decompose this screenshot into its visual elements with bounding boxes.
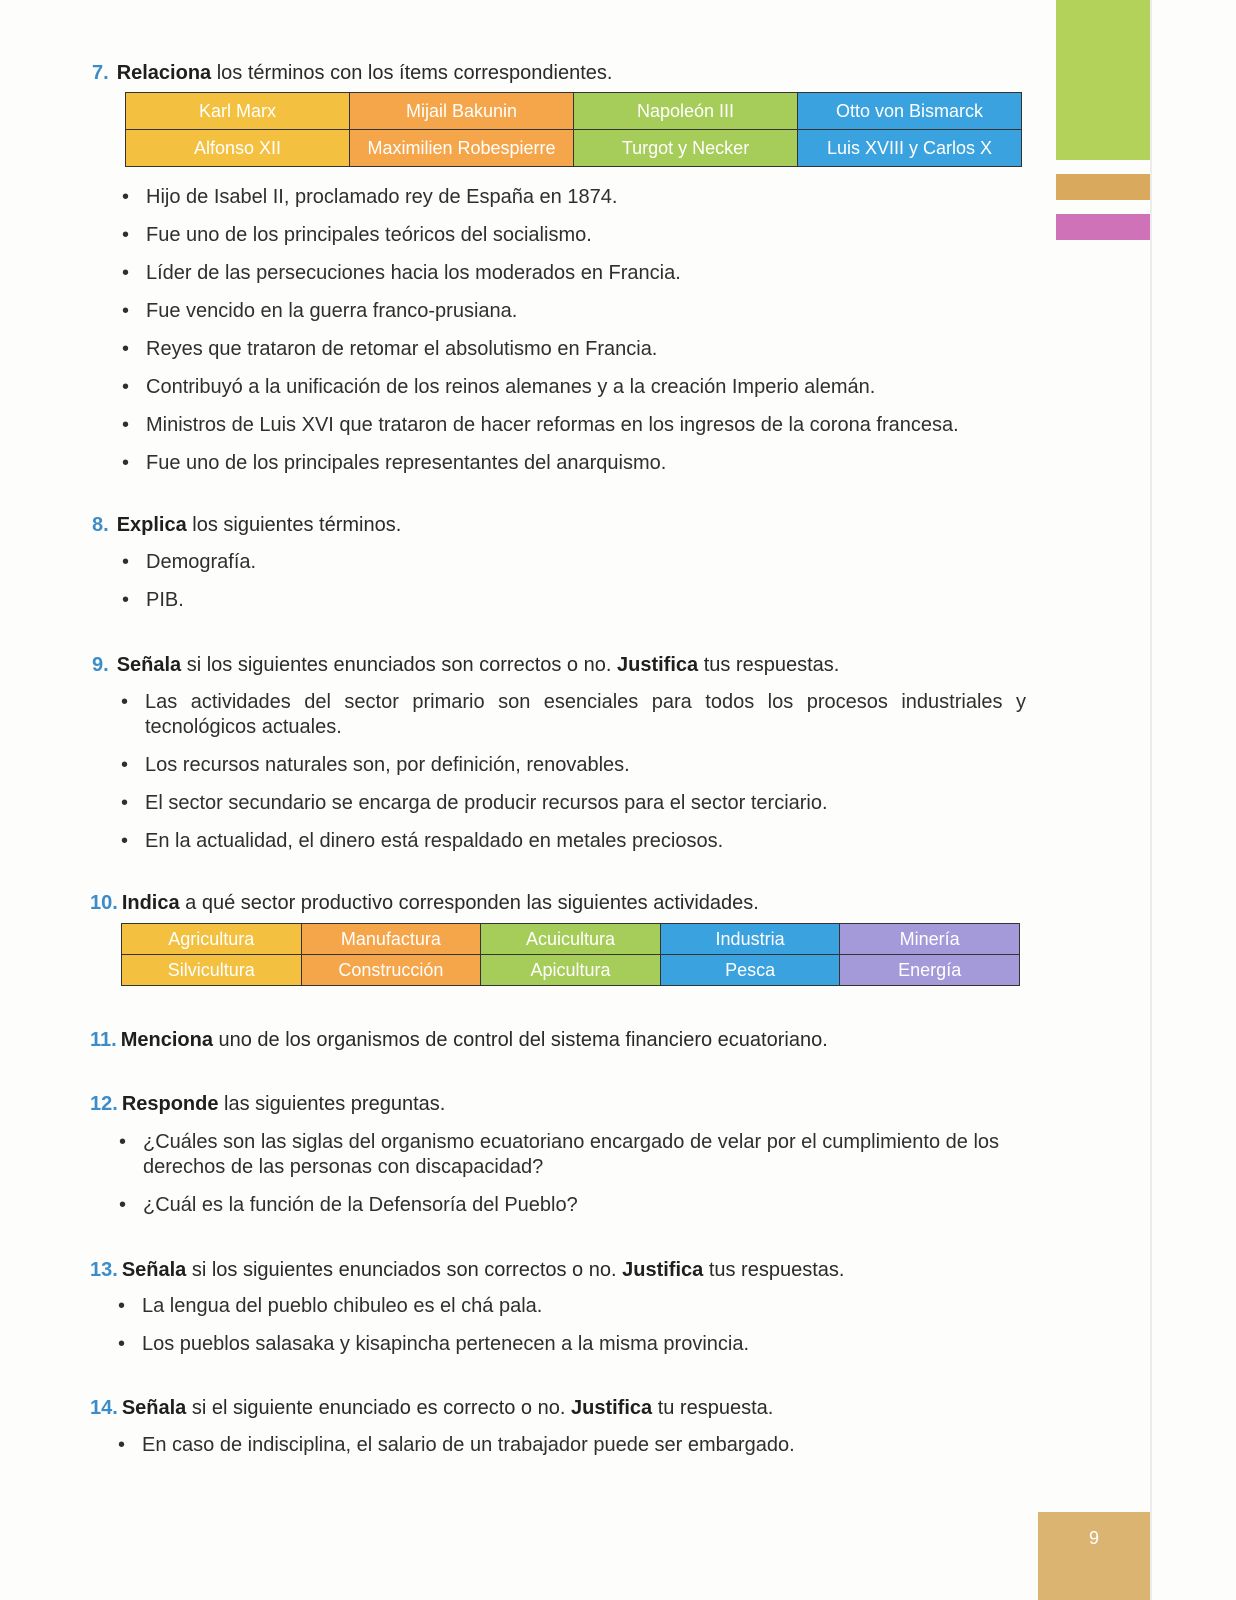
q7-number: 7.	[92, 62, 109, 84]
q10-instruction: a qué sector productivo corresponden las siguientes actividades.	[179, 892, 759, 914]
q12-instruction: las siguientes preguntas.	[218, 1093, 446, 1115]
q11-number: 11.	[90, 1029, 117, 1051]
q12-number: 12.	[90, 1093, 118, 1115]
q14-number: 14.	[90, 1397, 118, 1419]
q14-heading	[90, 1395, 773, 1421]
q11-instruction: uno de los organismos de control del sistema financiero ecuatoriano.	[212, 1029, 828, 1051]
q8-instruction: los siguientes términos.	[186, 514, 402, 536]
list-item: • Ministros de Luis XVI que trataron de hacer reformas en los ingresos de la corona francesa.	[122, 413, 1032, 438]
side-tab-orange	[1056, 174, 1150, 200]
activity-cell: Agricultura	[122, 924, 302, 955]
q12-verb: Responde	[121, 1093, 219, 1115]
q14-items	[118, 1433, 1023, 1471]
q9-verb2: Justifica	[616, 654, 699, 676]
table-row	[126, 130, 1022, 167]
q14-instruction2: tu respuesta.	[652, 1397, 774, 1419]
activity-cell: Manufactura	[301, 924, 481, 955]
activity-cell: Acuicultura	[481, 924, 661, 955]
q11-heading	[90, 1027, 828, 1053]
table-row	[126, 93, 1022, 130]
q10-number: 10.	[90, 892, 118, 914]
list-item: • Fue uno de los principales teóricos del socialismo.	[122, 223, 1032, 248]
q9-items	[121, 690, 1026, 867]
q7-instruction: los términos con los ítems correspondientes.	[211, 62, 613, 84]
q13-heading	[90, 1257, 844, 1283]
q7-heading	[92, 60, 612, 86]
list-item: • La lengua del pueblo chibuleo es el chá pala.	[118, 1294, 1023, 1319]
list-item: • En la actualidad, el dinero está respaldado en metales preciosos.	[121, 829, 1026, 854]
q13-instruction2: tus respuestas.	[703, 1259, 845, 1281]
activity-cell: Industria	[660, 924, 840, 955]
list-item: • El sector secundario se encarga de producir recursos para el sector terciario.	[121, 791, 1026, 816]
table-row	[122, 924, 1020, 955]
q8-items	[122, 550, 1022, 626]
q8-number: 8.	[92, 514, 109, 536]
page-edge	[1150, 0, 1152, 1600]
activity-cell: Silvicultura	[122, 955, 302, 986]
table-row	[122, 955, 1020, 986]
list-item: • ¿Cuáles son las siglas del organismo ecuatoriano encargado de velar por el cumplimiento de los derechos de las personas con discapacidad?	[119, 1130, 1024, 1180]
activity-cell: Pesca	[660, 955, 840, 986]
q10-heading	[90, 890, 759, 916]
term-cell: Alfonso XII	[126, 130, 350, 167]
q7-items	[122, 185, 1032, 489]
term-cell: Napoleón III	[574, 93, 798, 130]
list-item: • Fue vencido en la guerra franco-prusiana.	[122, 299, 1032, 324]
list-item: • Demografía.	[122, 550, 1022, 575]
list-item: • Los recursos naturales son, por definición, renovables.	[121, 753, 1026, 778]
q7-terms-table	[125, 92, 1022, 167]
list-item: • Reyes que trataron de retomar el absolutismo en Francia.	[122, 337, 1032, 362]
q14-instruction: si el siguiente enunciado es correcto o no.	[186, 1397, 571, 1419]
list-item: • Hijo de Isabel II, proclamado rey de España en 1874.	[122, 185, 1032, 210]
q8-heading	[92, 512, 401, 538]
term-cell: Karl Marx	[126, 93, 350, 130]
list-item: • Las actividades del sector primario son esenciales para todos los procesos industriales y tecnológicos actuales.	[121, 690, 1026, 740]
term-cell: Otto von Bismarck	[798, 93, 1022, 130]
list-item: • PIB.	[122, 588, 1022, 613]
term-cell: Maximilien Robespierre	[350, 130, 574, 167]
activity-cell: Apicultura	[481, 955, 661, 986]
list-item: • ¿Cuál es la función de la Defensoría del Pueblo?	[119, 1193, 1024, 1218]
q9-instruction: si los siguientes enunciados son correctos o no.	[181, 654, 617, 676]
list-item: • Los pueblos salasaka y kisapincha pertenecen a la misma provincia.	[118, 1332, 1023, 1357]
q9-verb: Señala	[116, 654, 182, 676]
q12-heading	[90, 1091, 445, 1117]
q14-verb2: Justifica	[570, 1397, 653, 1419]
q14-verb: Señala	[121, 1397, 187, 1419]
page-number: 9	[1038, 1512, 1150, 1600]
side-tab-pink	[1056, 214, 1150, 240]
q7-verb: Relaciona	[116, 62, 212, 84]
list-item: • En caso de indisciplina, el salario de un trabajador puede ser embargado.	[118, 1433, 1023, 1458]
activity-cell: Construcción	[301, 955, 481, 986]
q13-verb: Señala	[121, 1259, 187, 1281]
q9-instruction2: tus respuestas.	[698, 654, 840, 676]
list-item: • Contribuyó a la unificación de los reinos alemanes y a la creación Imperio alemán.	[122, 375, 1032, 400]
side-tab-green	[1056, 0, 1150, 160]
q9-heading	[92, 652, 839, 678]
term-cell: Mijail Bakunin	[350, 93, 574, 130]
q13-verb2: Justifica	[622, 1259, 704, 1281]
q13-instruction: si los siguientes enunciados son correctos o no.	[186, 1259, 623, 1281]
q8-verb: Explica	[116, 514, 187, 536]
q9-number: 9.	[92, 654, 109, 676]
q10-sectors-table	[121, 923, 1020, 986]
q13-number: 13.	[90, 1259, 118, 1281]
q10-verb: Indica	[121, 892, 180, 914]
list-item: • Fue uno de los principales representantes del anarquismo.	[122, 451, 1032, 476]
list-item: • Líder de las persecuciones hacia los moderados en Francia.	[122, 261, 1032, 286]
activity-cell: Minería	[840, 924, 1020, 955]
q13-items	[118, 1294, 1023, 1370]
activity-cell: Energía	[840, 955, 1020, 986]
q12-items	[119, 1130, 1024, 1231]
term-cell: Turgot y Necker	[574, 130, 798, 167]
q11-verb: Menciona	[120, 1029, 213, 1051]
term-cell: Luis XVIII y Carlos X	[798, 130, 1022, 167]
